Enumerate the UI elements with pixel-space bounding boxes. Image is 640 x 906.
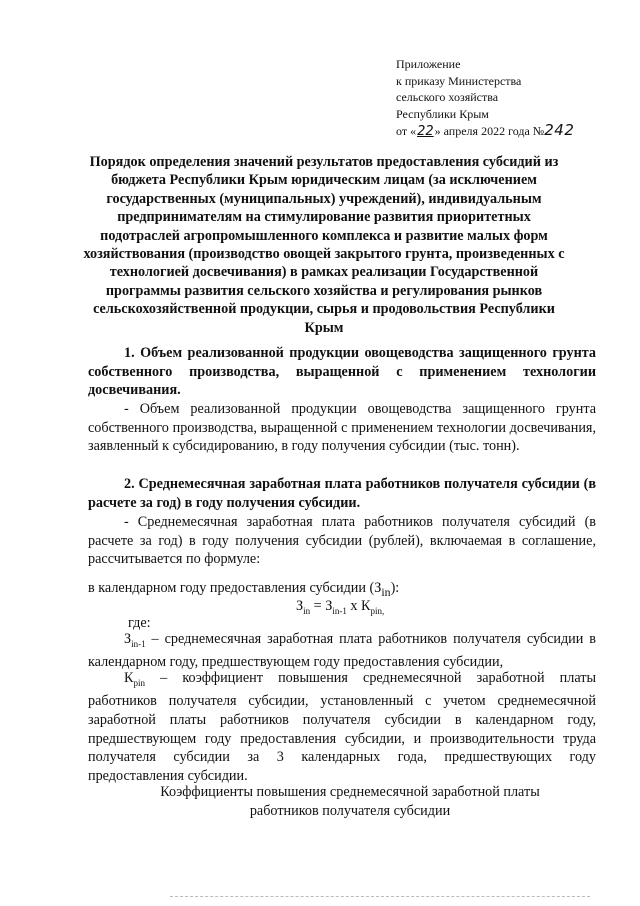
section-heading: 1. Объем реализованной продукции овощеводства защищенного грунта собственного производства, выращенной с применением технологии досвечивания. bbox=[88, 345, 596, 399]
formula-intro-sub: in bbox=[381, 584, 391, 599]
definition-text: – коэффициент повышения среднемесячной заработной платы работников получателя субсидии, установленный с учетом среднемесячной заработной платы работников получателя субсидии в календарном году, предшествующем году предоставления субсидии, и производительности труда получателя субсидии за 3 календарных года, предшествующих году предоставления субсидии. bbox=[88, 670, 596, 784]
section-2-heading bbox=[88, 475, 596, 512]
formula-lhs: З bbox=[296, 598, 304, 614]
coefficients-heading-line: работников получателя субсидии bbox=[249, 802, 451, 819]
definition-paragraph bbox=[88, 630, 596, 672]
appendix-line: сельского хозяйства bbox=[396, 90, 499, 104]
formula-rhs2-sub: pin, bbox=[370, 605, 385, 616]
appendix-block bbox=[396, 56, 626, 141]
formula-intro-text: в календарном году предоставления субсидии (З bbox=[88, 580, 382, 596]
section-paragraph: - Объем реализованной продукции овощеводства защищенного грунта собственного производства, выращенной с применением технологии досвечивания, заявленный к субсидированию, в году получения субсидии (тыс. тонн). bbox=[88, 401, 596, 455]
section-1-heading bbox=[88, 344, 596, 400]
definition-z bbox=[88, 630, 596, 672]
formula-rhs1-sub: in-1 bbox=[332, 605, 347, 616]
document-title: Порядок определения значений результатов предоставления субсидий из бюджета Республики Крым юридическим лицам (за исключением государственных (муниципальных) учреждений), индивидуальным предпринимателям на стимулирование развития приоритетных подотраслей агропромышленного комплекса и развитие малых форм хозяйствования (производство овощей закрытого грунта, произведенных с технологией досвечивания) в рамках реализации Государственной программы развития сельского хозяйства и регулирования рынков сельскохозяйственной продукции, сырья и продовольствия Республики Крым bbox=[83, 154, 565, 336]
appendix-line: Республики Крым bbox=[396, 106, 489, 121]
section-1-text bbox=[88, 400, 596, 456]
formula-lhs-sub: in bbox=[303, 605, 311, 616]
formula-where: где: bbox=[128, 615, 151, 631]
section-heading: 2. Среднемесячная заработная плата работников получателя субсидии (в расчете за год) в году получения субсидии. bbox=[88, 476, 596, 511]
definition-sub: pin bbox=[133, 677, 145, 688]
formula-times: х К bbox=[346, 598, 371, 614]
section-2-text bbox=[88, 513, 596, 569]
date-suffix: » апреля 2022 года № bbox=[434, 124, 545, 138]
coefficients-heading-line: Коэффициенты повышения среднемесячной заработной платы bbox=[160, 784, 540, 800]
date-prefix: от « bbox=[396, 124, 417, 138]
formula bbox=[296, 597, 384, 620]
definition-sub: in-1 bbox=[131, 638, 146, 649]
formula-intro-end: ): bbox=[390, 580, 400, 596]
definition-paragraph bbox=[88, 669, 596, 785]
formula-equals: = З bbox=[310, 598, 333, 614]
definition-k bbox=[88, 669, 596, 785]
handwritten-day: 22 bbox=[417, 124, 434, 139]
handwritten-order-number: 242 bbox=[544, 121, 575, 139]
definition-symbol: К bbox=[124, 670, 134, 686]
appendix-line: к приказу Министерства bbox=[396, 73, 522, 88]
appendix-line: Приложение bbox=[396, 57, 461, 71]
definition-symbol: З bbox=[124, 631, 132, 647]
section-paragraph: - Среднемесячная заработная плата работников получателя субсидий (в расчете за год) в году получения субсидии (рублей), включаемая в соглашение, рассчитывается по формуле: bbox=[88, 514, 596, 568]
definition-text: – среднемесячная заработная плата работников получателя субсидии в календарном году, предшествующем году предоставления субсидии, bbox=[88, 631, 596, 671]
coefficients-heading bbox=[140, 783, 560, 820]
appendix-date-line bbox=[396, 122, 626, 141]
